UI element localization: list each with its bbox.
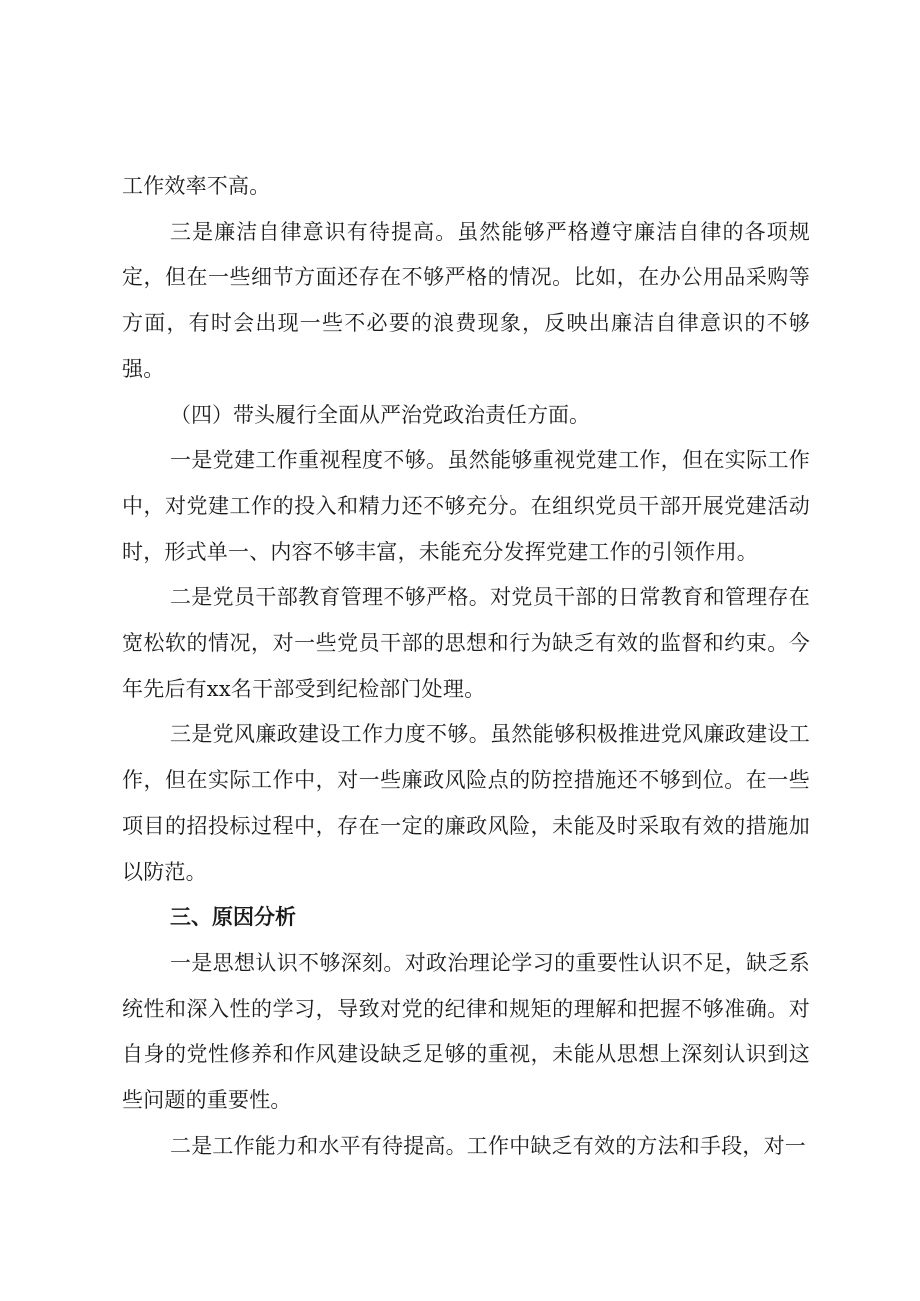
section-heading-cause-analysis: 三、原因分析 [170, 905, 296, 930]
subheading-party-responsibility: （四）带头履行全面从严治党政治责任方面。 [170, 402, 590, 427]
paragraph-party-building: 一是党建工作重视程度不够。虽然能够重视党建工作，但在实际工作中，对党建工作的投入和精力还不够充分。在组织党员干部开展党建活动时，形式单一、内容不够丰富，未能充分发挥党建工作的引领作用。 [122, 448, 810, 564]
paragraph-work-ability: 二是工作能力和水平有待提高。工作中缺乏有效的方法和手段，对一 [170, 1133, 806, 1158]
paragraph-ideological-understanding: 一是思想认识不够深刻。对政治理论学习的重要性认识不足，缺乏系统性和深入性的学习，导致对党的纪律和规矩的理解和把握不够准确。对自身的党性修养和作风建设缺乏足够的重视，未能从思想上深刻认识到这些问题的重要性。 [122, 950, 810, 1113]
paragraph-cadre-education: 二是党员干部教育管理不够严格。对党员干部的日常教育和管理存在宽松软的情况，对一些党员干部的思想和行为缺乏有效的监督和约束。今年先后有xx名干部受到纪检部门处理。 [122, 585, 810, 701]
paragraph-continuation: 工作效率不高。 [122, 174, 271, 198]
paragraph-integrity-awareness: 三是廉洁自律意识有待提高。虽然能够严格遵守廉洁自律的各项规定，但在一些细节方面还存在不够严格的情况。比如，在办公用品采购等方面，有时会出现一些不必要的浪费现象，反映出廉洁自律意识的不够强。 [122, 219, 810, 381]
document-body [122, 164, 810, 1169]
paragraph-clean-governance: 三是党风廉政建设工作力度不够。虽然能够积极推进党风廉政建设工作，但在实际工作中，对一些廉政风险点的防控措施还不够到位。在一些项目的招投标过程中，存在一定的廉政风险，未能及时采取有效的措施加以防范。 [122, 722, 810, 884]
